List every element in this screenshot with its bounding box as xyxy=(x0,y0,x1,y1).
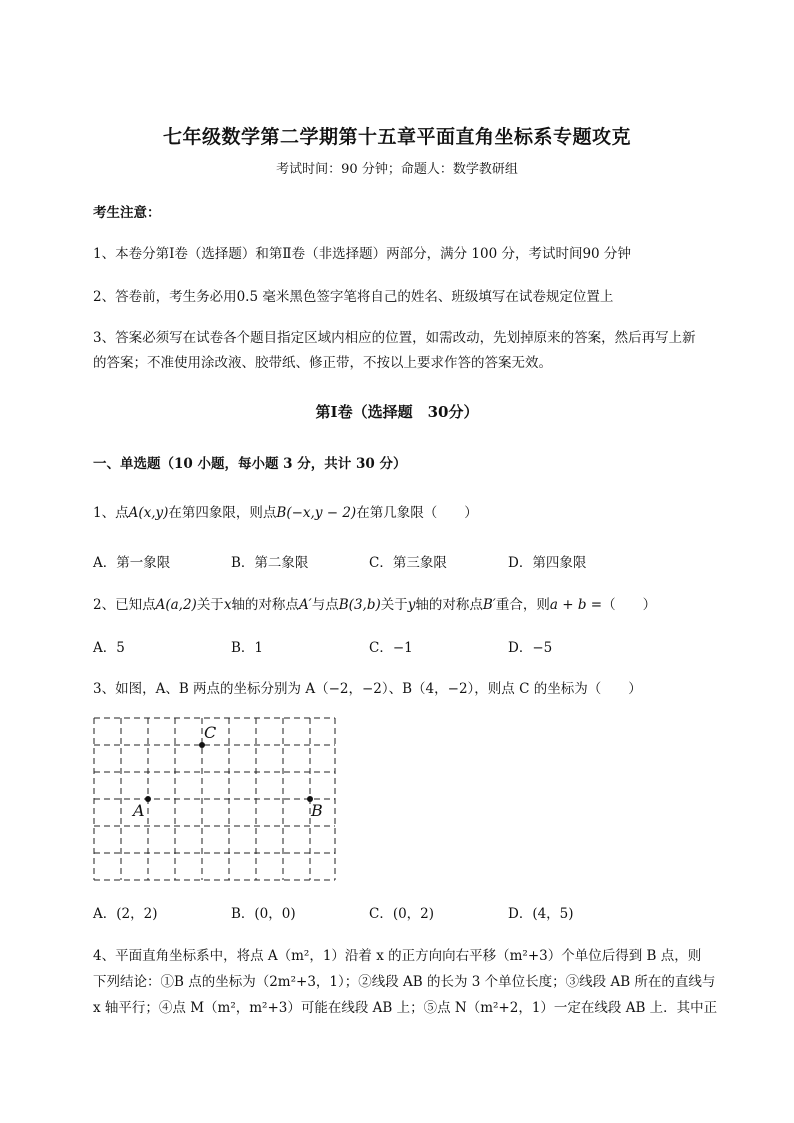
q3-option-a: A．(2，2) xyxy=(93,906,158,922)
q1-prefix: 1、点 xyxy=(93,505,129,521)
q2-suffix: （ ） xyxy=(602,597,657,613)
q2-prefix: 2、已知点 xyxy=(93,597,156,613)
note-item-3-line-2: 的答案；不准使用涂改液、胶带纸、修正带，不按以上要求作答的答案无效。 xyxy=(93,355,552,371)
q2-b-prime: B′ xyxy=(482,597,496,613)
q2-option-b: B．1 xyxy=(231,640,264,656)
q2-x-var: x xyxy=(223,597,232,613)
q1-option-b: B．第二象限 xyxy=(231,555,309,571)
q2-point-b: B(3,b) xyxy=(338,597,381,613)
q2-text-1: 关于 xyxy=(196,597,224,613)
q2-text-5: 轴的对称点 xyxy=(415,597,483,613)
section-title: 第Ⅰ卷（选择题 30分） xyxy=(315,403,479,421)
q1-suffix: 在第几象限（ ） xyxy=(356,505,478,521)
exam-info: 考试时间：90 分钟；命题人：数学教研组 xyxy=(276,162,518,177)
note-item-3-line-1: 3、答案必须写在试卷各个题目指定区域内相应的位置，如需改动，先划掉原来的答案，然后再写上新 xyxy=(93,330,696,346)
q2-y-var: y xyxy=(407,597,416,613)
q3-label-a: A xyxy=(133,801,145,820)
q2-option-d: D．−5 xyxy=(508,640,553,656)
q2-text-3: 与点 xyxy=(311,597,339,613)
notes-heading: 考生注意： xyxy=(93,205,161,221)
question-2 xyxy=(93,593,656,613)
q2-sum-expr: a + b = xyxy=(549,597,603,613)
q2-a-prime: A′ xyxy=(298,597,312,613)
note-item-2: 2、答卷前，考生务必用0.5 毫米黑色签字笔将自己的姓名、班级填写在试卷规定位置上 xyxy=(93,289,614,305)
q3-grid-figure xyxy=(93,717,338,883)
question-3: 3、如图，A、B 两点的坐标分别为 A（−2，−2）、B（4，−2），则点 C 的坐标为（ ） xyxy=(93,681,642,697)
q2-text-4: 关于 xyxy=(380,597,408,613)
q1-option-d: D．第四象限 xyxy=(508,555,587,571)
q2-option-a: A．5 xyxy=(93,640,125,656)
page-title: 七年级数学第二学期第十五章平面直角坐标系专题攻克 xyxy=(162,126,631,148)
q3-dashed-grid xyxy=(94,718,335,880)
q3-label-b: B xyxy=(311,801,323,820)
part-heading: 一、单选题（10 小题，每小题 3 分，共计 30 分） xyxy=(93,456,407,472)
q3-option-c: C．(0，2) xyxy=(369,906,435,922)
q2-text-6: 重合，则 xyxy=(495,597,550,613)
q1-option-a: A．第一象限 xyxy=(93,555,171,571)
question-1 xyxy=(93,501,478,521)
question-4-line-2: 下列结论：①B 点的坐标为（2m²+3，1）；②线段 AB 的长为 3 个单位长度；③线段 AB 所在的直线与 xyxy=(93,974,716,990)
q2-point-a: A(a,2) xyxy=(155,597,197,613)
q3-option-b: B．(0，0) xyxy=(231,906,296,922)
q3-point-c xyxy=(199,742,205,748)
q2-option-c: C．−1 xyxy=(369,640,413,656)
q2-text-2: 轴的对称点 xyxy=(231,597,299,613)
q3-point-a xyxy=(145,796,151,802)
q1-point-a: A(x,y) xyxy=(128,505,169,521)
question-4-line-3: x 轴平行；④点 M（m²，m²+3）可能在线段 AB 上；⑤点 N（m²+2，1）一定在线段 AB 上．其中正 xyxy=(93,1000,718,1016)
q1-point-b: B(−x,y − 2) xyxy=(276,505,357,521)
note-item-1: 1、本卷分第Ⅰ卷（选择题）和第Ⅱ卷（非选择题）两部分，满分 100 分，考试时间90 分钟 xyxy=(93,246,631,262)
q3-label-c: C xyxy=(204,723,217,742)
q1-mid: 在第四象限，则点 xyxy=(168,505,277,521)
q1-option-c: C．第三象限 xyxy=(369,555,447,571)
q3-option-d: D．(4，5) xyxy=(508,906,574,922)
question-4-line-1: 4、平面直角坐标系中，将点 A（m²，1）沿着 x 的正方向向右平移（m²+3）个单位后得到 B 点，则 xyxy=(93,948,702,964)
